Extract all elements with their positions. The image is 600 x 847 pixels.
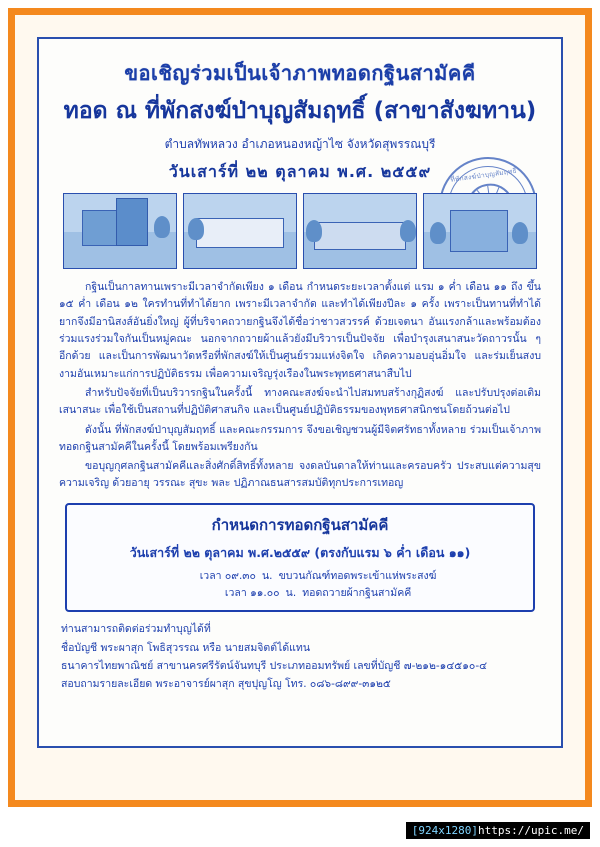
poster-date: วันเสาร์ที่ ๒๒ ตุลาคม พ.ศ. ๒๕๕๙ bbox=[168, 162, 432, 181]
photo-strip bbox=[55, 193, 545, 269]
poster-body-text bbox=[59, 279, 541, 493]
schedule-row-time: ๑๑.๐๐ bbox=[250, 586, 280, 599]
body-paragraph: ขอบุญกุศลกฐินสามัคคีและสิ่งศักดิ์สิทธิ์ทั้งหลาย จงดลบันดาลให้ท่านและครอบครัว ประสบแต่ความสุข ความเจริญ ด้วยอายุ วรรณะ สุขะ พละ ปฏิภาณธนสารสมบัติทุกประการเทอญ bbox=[59, 460, 541, 490]
blue-border-frame bbox=[37, 37, 563, 748]
photo-thumbnail bbox=[303, 193, 417, 269]
footer-enquiry-phone: สอบถามรายละเอียด พระอาจารย์ผาสุก สุขปุญโญ โทร. ๐๘๖-๘๙๙-๓๑๒๕ bbox=[61, 678, 391, 691]
poster-heading-primary: ขอเชิญร่วมเป็นเจ้าภาพทอดกฐินสามัคคี bbox=[124, 61, 476, 85]
schedule-box bbox=[65, 503, 535, 613]
donation-footer bbox=[61, 620, 539, 694]
photo-thumbnail bbox=[183, 193, 297, 269]
schedule-row bbox=[75, 585, 525, 602]
watermark-dimensions: [924x1280] bbox=[411, 824, 479, 837]
schedule-row-text: ขบวนกัณฑ์ทอดพระเข้าแห่พระสงฆ์ bbox=[278, 569, 437, 582]
schedule-row-label: เวลา bbox=[224, 586, 247, 599]
poster-heading-secondary: ทอด ณ ที่พักสงฆ์ป่าบุญสัมฤทธิ์ (สาขาสังฆทาน) bbox=[63, 98, 537, 124]
schedule-date: วันเสาร์ที่ ๒๒ ตุลาคม พ.ศ.๒๕๕๙ (ตรงกับแรม ๖ ค่ำ เดือน ๑๑) bbox=[129, 544, 471, 560]
schedule-row-text: ทอดถวายผ้ากฐินสามัคคี bbox=[302, 586, 412, 599]
poster-content bbox=[39, 39, 561, 746]
schedule-row-unit: น. bbox=[261, 569, 273, 582]
photo-thumbnail bbox=[423, 193, 537, 269]
seal-text-top: ที่พักสงฆ์ป่าบุญสัมฤทธิ์ bbox=[450, 166, 518, 184]
schedule-row-label: เวลา bbox=[199, 569, 222, 582]
footer-account-name: ชื่อบัญชี พระผาสุก โพธิสุวรรณ หรือ นายสมจิตต์ได้แทน bbox=[61, 641, 311, 654]
schedule-title: กำหนดการทอดกฐินสามัคคี bbox=[211, 515, 389, 534]
footer-contact-intro: ท่านสามารถติดต่อร่วมทำบุญได้ที่ bbox=[61, 623, 211, 636]
schedule-row-unit: น. bbox=[285, 586, 297, 599]
footer-bank-details: ธนาคารไทยพาณิชย์ สาขานครศรีรัตน์จันทบุรี ประเภทออมทรัพย์ เลขที่บัญชี ๗-๒๑๒-๑๔๕๑๐-๔ bbox=[61, 660, 488, 673]
watermark-url: https://upic.me/ bbox=[478, 824, 584, 837]
schedule-row-time: ๐๙.๓๐ bbox=[224, 569, 256, 582]
photo-thumbnail bbox=[63, 193, 177, 269]
body-paragraph: กฐินเป็นกาลทานเพราะมีเวลาจำกัดเพียง ๑ เดือน กำหนดระยะเวลาตั้งแต่ แรม ๑ ค่ำ เดือน ๑๑ ถึง ขึ้น ๑๕ ค่ำ เดือน ๑๒ ใครทำนที่ทำได้ยาก เพราะมีเวลาจำกัด และทำได้เพียงปีละ ๑ ครั้ง เพราะเป็นทานที่ทำได้ยากจึงมีอานิสงส์อันยิ่งใหญ่ ผู้ที่บริจาคถวายกฐินจึงได้ชื่อว่าชาวสวรรค์ ด้วยเจตนา อันแรงกล้าและพร้อมต้อง ร่วมแรงร่วมใจกันเป็นหมู่คณะ นอกจากถวายผ้าแล้วยังมีบริวารเป็นปัจจัย เพื่อบำรุงเสนาสนะวัดถาวรนั้น ๆ อีกด้วย และเป็นการพัฒนาวัดหรือที่พักสงฆ์ให้เป็นศูนย์รวมแห่งจิตใจ เกิดความอบอุ่นอิ่มใจ และร่มเย็นสงบงามอันเหมาะแก่การปฏิบัติธรรม เพื่อความเจริญรุ่งเรืองในพระพุทธศาสนาสืบไป bbox=[59, 281, 541, 380]
body-paragraph: ดังนั้น ที่พักสงฆ์ป่าบุญสัมฤทธิ์ และคณะกรรมการ จึงขอเชิญชวนผู้มีจิตศรัทธาทั้งหลาย ร่วมเป็นเจ้าภาพทอดกฐินสามัคคีในครั้งนี้ โดยพร้อมเพรียงกัน bbox=[59, 423, 541, 453]
watermark-badge bbox=[406, 822, 590, 839]
schedule-row bbox=[75, 568, 525, 585]
poster-location: ตำบลทัพหลวง อำเภอหนองหญ้าไซ จังหวัดสุพรรณบุรี bbox=[164, 137, 436, 151]
orange-border-frame bbox=[8, 8, 592, 807]
body-paragraph: สำหรับปัจจัยที่เป็นบริวารกฐินในครั้งนี้ ทางคณะสงฆ์จะนำไปสมทบสร้างกุฏิสงฆ์ และปรับปรุงต่อเติมเสนาสนะ เพื่อใช้เป็นสถานที่ปฏิบัติศาสนกิจ และเป็นศูนย์ปฏิบัติธรรมของพุทธศาสนิกชนโดยถ้วนต่อไป bbox=[59, 386, 541, 417]
